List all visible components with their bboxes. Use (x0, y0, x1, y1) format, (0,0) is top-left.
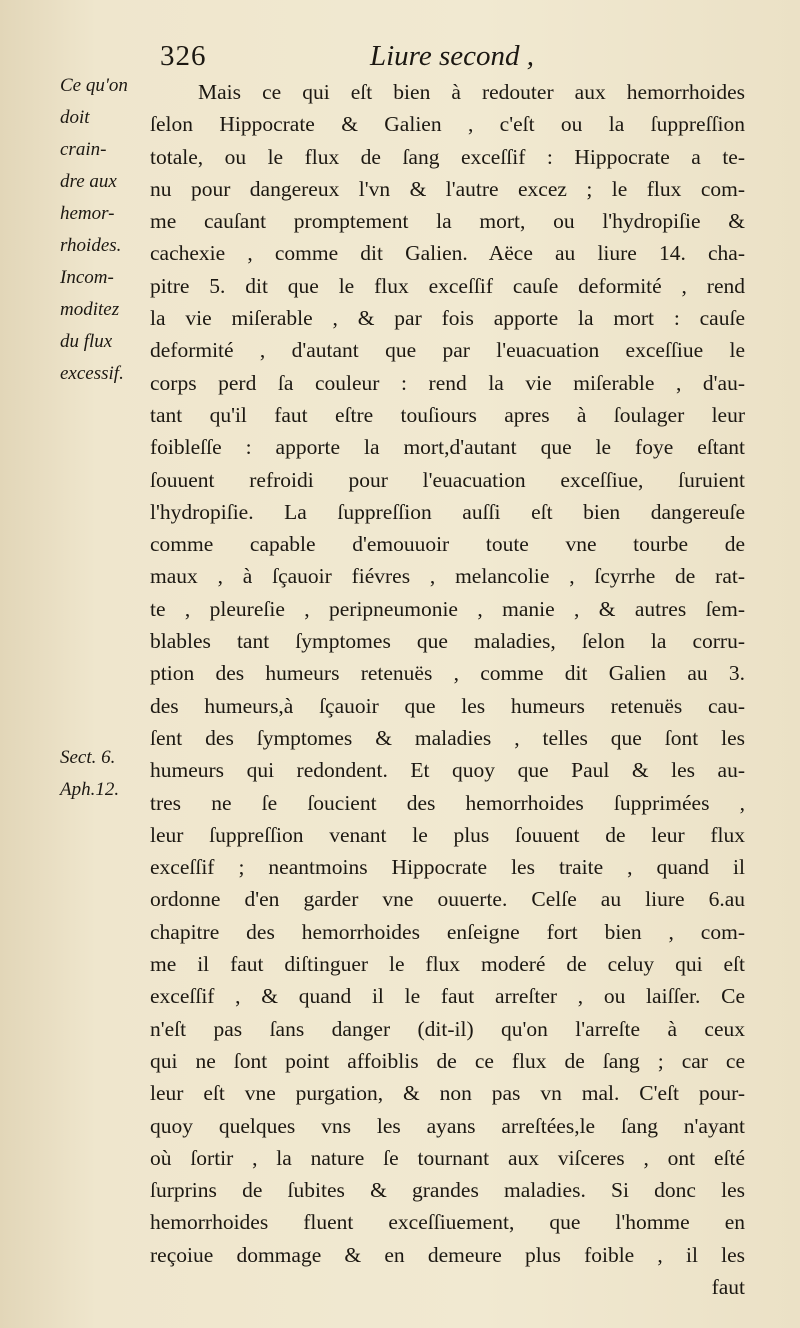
text-line: la vie miſerable , & par fois apporte la mort : cauſe (150, 306, 745, 331)
body-text (150, 76, 745, 1303)
text-line: maux , à ſçauoir fiévres , melancolie , ſcyrrhe de rat- (150, 564, 745, 589)
margin-note-line: moditez (60, 299, 120, 320)
margin-note-line: hemor- (60, 203, 115, 224)
text-line: corps perd ſa couleur : rend la vie miſerable , d'au- (150, 370, 745, 395)
text-line: où ſortir , la nature ſe tournant aux viſceres , ont eſté (150, 1145, 745, 1170)
margin-note-line: Sect. 6. (60, 747, 116, 768)
text-line: leur eſt vne purgation, & non pas vn mal. C'eſt pour- (150, 1081, 745, 1106)
margin-notes (0, 0, 130, 1328)
text-line: ſelon Hippocrate & Galien , c'eſt ou la ſuppreſſion (150, 112, 745, 137)
text-line: totale, ou le flux de ſang exceſſif : Hippocrate a te- (150, 144, 745, 169)
text-line: me cauſant promptement la mort, ou l'hydropiſie & (150, 209, 745, 234)
page-header (150, 40, 750, 74)
text-line: leur ſuppreſſion venant le plus ſouuent de leur flux (150, 822, 745, 847)
text-line: ſouuent refroidi pour l'euacuation exceſſiue, ſuruient (150, 467, 745, 492)
text-line: Mais ce qui eſt bien à redouter aux hemorrhoides (198, 80, 745, 104)
text-line: hemorrhoides fluent exceſſiuement, que l'homme en (150, 1210, 745, 1235)
text-line: ordonne d'en garder vne ouuerte. Celſe au liure 6.au (150, 887, 745, 912)
text-line: comme capable d'emouuoir toute vne tourbe de (150, 532, 745, 557)
text-line: foibleſſe : apporte la mort,d'autant que le foye eſtant (150, 435, 745, 460)
text-line: ption des humeurs retenuës , comme dit Galien au 3. (150, 661, 745, 686)
margin-note (60, 262, 124, 390)
text-line: ſurprins de ſubites & grandes maladies. Si donc les (150, 1178, 745, 1203)
text-line: humeurs qui redondent. Et quoy que Paul & les au- (150, 758, 745, 783)
text-line: deformité , d'autant que par l'euacuation exceſſiue le (150, 338, 745, 363)
margin-note-line: doit (60, 107, 90, 128)
text-line: des humeurs,à ſçauoir que les humeurs retenuës cau- (150, 693, 745, 718)
margin-note-line: excessif. (60, 363, 124, 384)
text-line: me il faut diſtinguer le flux moderé de celuy qui eſt (150, 952, 745, 977)
margin-note-line: Ce qu'on (60, 75, 128, 96)
margin-note-line: Aph.12. (60, 779, 120, 800)
text-line: qui ne ſont point affoiblis de ce flux de ſang ; car ce (150, 1048, 745, 1073)
margin-note-line: du flux (60, 331, 113, 352)
text-line: nu pour dangereux l'vn & l'autre excez ; le flux com- (150, 176, 745, 201)
text-line: n'eſt pas ſans danger (dit-il) qu'on l'arreſte à ceux (150, 1016, 745, 1041)
text-line: tant qu'il faut eſtre touſiours apres à ſoulager leur (150, 402, 745, 427)
text-line: exceſſif ; neantmoins Hippocrate les traite , quand il (150, 855, 745, 880)
text-line: cachexie , comme dit Galien. Aëce au liure 14. cha- (150, 241, 745, 266)
running-head: Liure second , (370, 40, 535, 72)
text-line: reçoiue dommage & en demeure plus foible , il les (150, 1242, 745, 1267)
margin-note-line: Incom- (60, 267, 114, 288)
text-line: blables tant ſymptomes que maladies, ſelon la corru- (150, 629, 745, 654)
margin-note-line: dre aux (60, 171, 117, 192)
margin-note (60, 742, 119, 806)
page-number: 326 (160, 40, 207, 72)
text-line: tres ne ſe ſoucient des hemorrhoides ſupprimées , (150, 790, 745, 815)
text-line: exceſſif , & quand il le faut arreſter , ou laiſſer. Ce (150, 984, 745, 1009)
margin-note-line: rhoides. (60, 235, 122, 256)
margin-note (60, 70, 128, 262)
text-line: l'hydropiſie. La ſuppreſſion auſſi eſt bien dangereuſe (150, 499, 745, 524)
text-line: quoy quelques vns les ayans arreſtées,le ſang n'ayant (150, 1113, 745, 1138)
text-line: pitre 5. dit que le flux exceſſif cauſe deformité , rend (150, 273, 745, 298)
catchword: faut (711, 1274, 745, 1299)
margin-note-line: crain- (60, 139, 107, 160)
text-line: te , pleureſie , peripneumonie , manie , & autres ſem- (150, 596, 745, 621)
text-line: ſent des ſymptomes & maladies , telles que ſont les (150, 725, 745, 750)
text-line: chapitre des hemorrhoides enſeigne fort bien , com- (150, 919, 745, 944)
